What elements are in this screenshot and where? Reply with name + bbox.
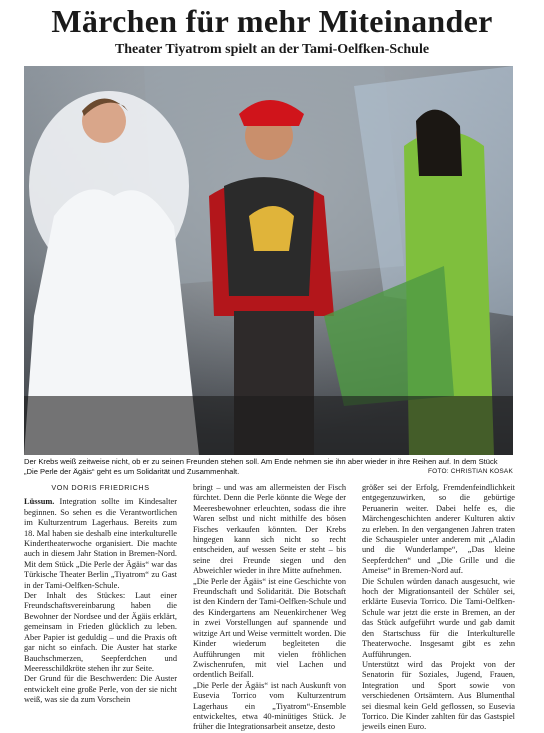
paragraph: größer sei der Erfolg, Fremdenfeindlichkeit entgegenzuwirken, so die gebürtige Peruanerin weiter. Dabei helfe es, die Märchengeschichten anderer Kulturen aktiv zu erleben. In den vergangenen Jahren traten die Schauspieler unter anderem mit „Aladin und die Wunderlampe“, „Das kleine Seepferdchen“ und „Die Grille und die Ameise“ in Bremen-Nord auf.: [362, 483, 515, 576]
article-column-3: [362, 483, 515, 733]
article-column-1: [24, 483, 177, 706]
paragraph: Der Inhalt des Stückes: Laut einer Freundschaftsvereinbarung haben die Bewohner der Nordsee und der Ägäis erklärt, gemeinsam in Frieden glücklich zu leben. Aber Papier ist geduldig – und die Praxis oft gar nicht so einfach. Die Auster hat starke Bauchschmerzen, Seepferdchen und Meeresschildkröte stehen ihr zur Seite.: [24, 591, 177, 673]
photo-caption: [24, 457, 513, 477]
paragraph: „Die Perle der Ägäis“ ist eine Geschichte von Freundschaft und Solidarität. Die Botschaft ist den Kindern der Tami-Oelfken-Schule und des Kindergartens am Neuenkirchener Weg in zwei Vorstellungen auf spannende und witzige Art und Weise vermittelt worden. Die Kinder wiederum begleiteten die Aufführungen mit vielen fröhlichen Zwischenrufen, mit viel Lachen und ordentlich Beifall.: [193, 576, 346, 680]
byline: VON DORIS FRIEDRICHS: [51, 483, 150, 492]
stage-photo: [24, 66, 513, 455]
paragraph: Unterstützt wird das Projekt von der Senatorin für Soziales, Jugend, Frauen, Integration und Sport sowie von verschiedenen Ortsämtern. Aus Blumenthal sei diesmal kein Geld geflossen, so Eusevia Torrico. Die Kinder zahlten für das Gastspiel jeweils einen Euro.: [362, 659, 515, 732]
dateline: Lüssum.: [24, 497, 55, 507]
photo-credit: FOTO: CHRISTIAN KOSAK: [428, 468, 513, 475]
caption-text: Der Krebs weiß zeitweise nicht, ob er zu seinen Freunden stehen soll. Am Ende nehmen sie ihn aber wieder in ihre Reihen auf. In dem Stück „Die Perle der Ägäis“ geht es um Solidarität und Zusammenhalt.: [24, 457, 498, 476]
paragraph: bringt – und was am allermeisten der Fisch fürchtet. Denn die Perle könnte die Wege der Meeresbewohner erleuchten, sodass die ihre Waren selbst und nicht mithilfe des bösen Fisches verkaufen könnten. Der Krebs hingegen kann sich nicht so recht entscheiden, auf wessen Seite er steht – bis seine drei Freunde siegen und den Abweichler wieder in ihre Mitte aufnehmen.: [193, 483, 346, 576]
paragraph: „Die Perle der Ägäis“ ist nach Auskunft von Eusevia Torrico vom Kulturzentrum Lagerhaus ein „Tiyatrom“-Ensemble entwickeltes, etwa 40-minütiges Stück. Je früher die Integrationsarbeit ansetze, desto: [193, 680, 346, 732]
article-column-2: [193, 483, 346, 733]
paragraph: [24, 497, 177, 591]
paragraph-text: Integration sollte im Kindesalter beginnen. So sehen es die Verantwortlichen im Kulturzentrum Lagerhaus. Bereits zum 18. Mal haben sie deshalb eine interkulturelle Kindertheaterwoche organisiert. Die machte auch in diesem Jahr Station in Bremen-Nord. Mit dem Stück „Die Perle der Ägäis“ war das Türkische Theater Berlin „Tiyatrom“ zu Gast in der Tami-Oelfken-Schule.: [24, 497, 177, 590]
paragraph: Die Schulen würden danach ausgesucht, wie hoch der Migrationsanteil der Schüler sei, erklärte Eusevia Torrico. Die Tami-Oelfken-Schule war jetzt die erste in Bremen, an der das Stück aufgeführt wurde und gab damit den Startschuss für die Interkulturelle Theaterwoche. Insgesamt gibt es zehn Aufführungen.: [362, 576, 515, 659]
subheadline: Theater Tiyatrom spielt an der Tami-Oelfken-Schule: [114, 42, 430, 57]
paragraph: Der Grund für die Beschwerden: Die Auster entwickelt eine große Perle, von der sie nicht weiß, was sie da zum Vorschein: [24, 674, 177, 705]
headline: Märchen für mehr Miteinander: [51, 3, 493, 39]
